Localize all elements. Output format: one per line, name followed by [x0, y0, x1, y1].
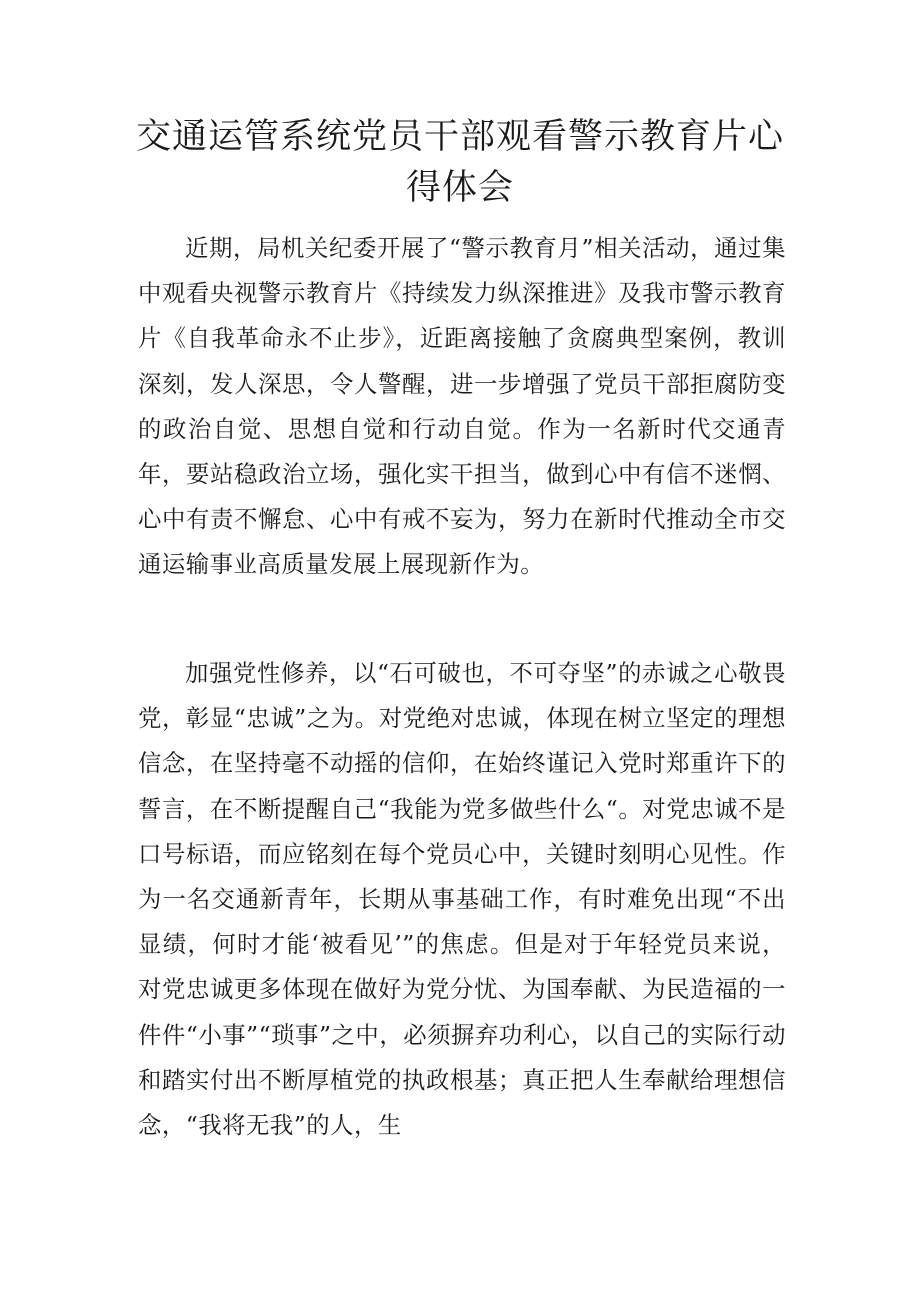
paragraph-party-spirit: 加强党性修养，以“石可破也，不可夺坚”的赤诚之心敬畏党，彰显“忠诚”之为。对党绝对忠诚，体现在树立坚定的理想信念，在坚持毫不动摇的信仰，在始终谨记入党时郑重许下的誓言，在不断提醒自己“我能为党多做些什么“。对党忠诚不是口号标语，而应铭刻在每个党员心中，关键时刻明心见性。作为一名交通新青年，长期从事基础工作，有时难免出现“不出显绩，何时才能‘被看见’”的焦虑。但是对于年轻党员来说，对党忠诚更多体现在做好为党分忧、为国奉献、为民造福的一件件“小事”“琐事”之中，必须摒弃功利心，以自己的实际行动和踏实付出不断厚植党的执政根基；真正把人生奉献给理想信念，“我将无我”的人，生 [138, 659, 786, 1140]
paragraph-intro: 近期，局机关纪委开展了“警示教育月”相关活动，通过集中观看央视警示教育片《持续发力纵深推进》及我市警示教育片《自我革命永不止步》，近距离接触了贪腐典型案例，教训深刻，发人深思，令人警醒，进一步增强了党员干部拒腐防变的政治自觉、思想自觉和行动自觉。作为一名新时代交通青年，要站稳政治立场，强化实干担当，做到心中有信不迷惘、心中有责不懈怠、心中有戒不妄为，努力在新时代推动全市交通运输事业高质量发展上展现新作为。 [138, 234, 786, 579]
document-title: 交通运管系统党员干部观看警示教育片心得体会 [135, 117, 784, 208]
